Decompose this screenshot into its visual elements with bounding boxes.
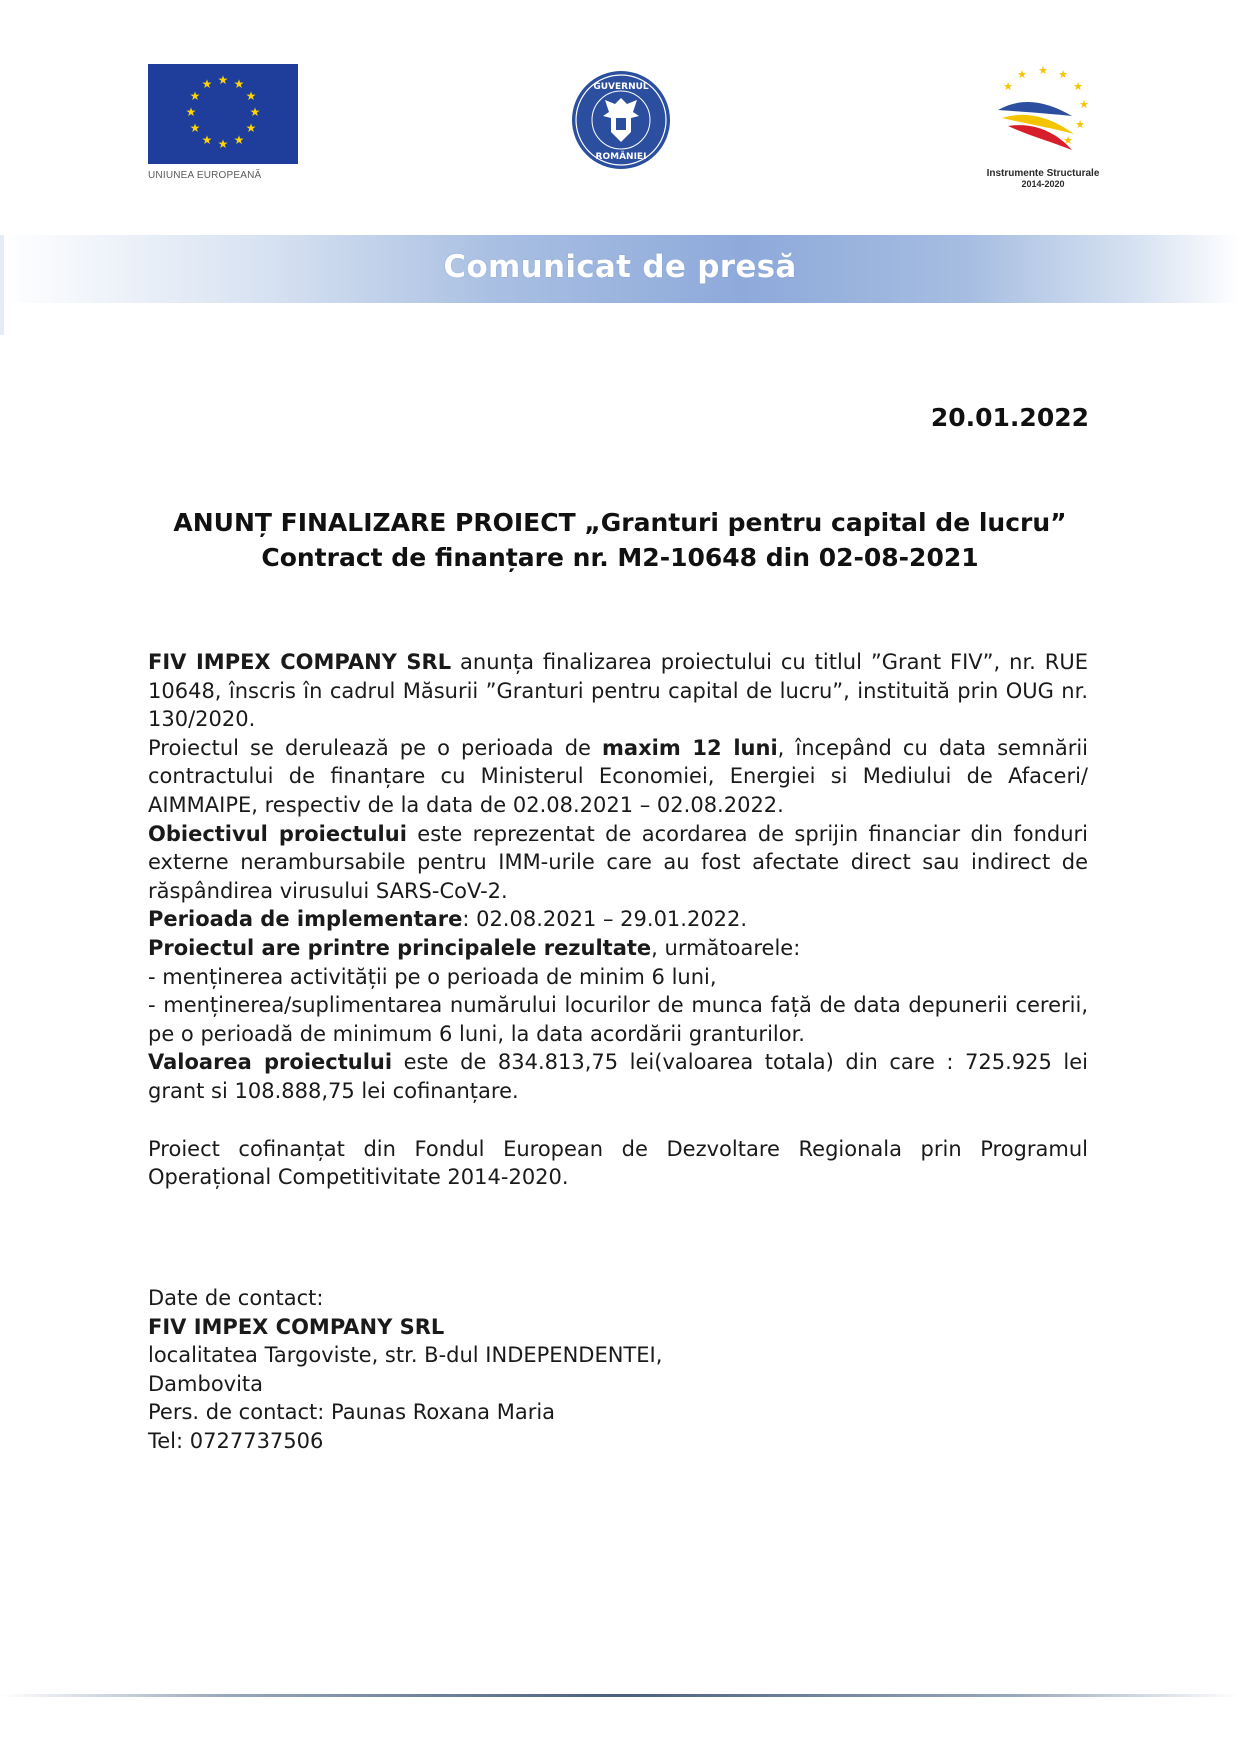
svg-text:★: ★ xyxy=(233,133,245,147)
result-item-1: - menținerea activității pe o perioada de minim 6 luni, xyxy=(148,964,717,989)
period-label: Perioada de implementare xyxy=(148,907,463,932)
svg-text:★: ★ xyxy=(1075,118,1085,131)
banner-edge xyxy=(0,235,4,335)
structural-instruments-icon xyxy=(968,62,1118,162)
svg-text:★: ★ xyxy=(245,89,257,103)
government-seal-icon xyxy=(571,70,671,170)
paragraph-duration xyxy=(148,734,1088,820)
government-seal xyxy=(571,70,671,170)
duration-bold: maxim 12 luni xyxy=(602,735,778,760)
value-text: este de 834.813,75 lei(valoarea totala) din care : 725.925 lei grant si 108.888,75 lei cofinanțare. xyxy=(148,1050,1088,1103)
results-label: Proiectul are printre principalele rezultate xyxy=(148,935,652,960)
svg-text:★: ★ xyxy=(201,77,213,91)
paragraph-value xyxy=(148,1048,1088,1105)
svg-text:★: ★ xyxy=(1017,68,1027,81)
objective-label: Obiectivul proiectului xyxy=(148,821,407,846)
announcement-body xyxy=(148,648,1088,1192)
structural-instruments-caption: Instrumente Structurale xyxy=(986,168,1100,179)
intro-text: anunța finalizarea proiectului cu titlul ”Grant FIV”, nr. RUE 10648, înscris în cadrul Măsurii ”Granturi pentru capital de lucru”, instituită prin OUG nr. 130/2020. xyxy=(148,650,1088,732)
contact-address: localitatea Targoviste, str. B-dul INDEPENDENTEI, xyxy=(148,1343,663,1368)
paragraph-intro xyxy=(148,648,1088,734)
svg-text:★: ★ xyxy=(1038,64,1048,77)
title-line-2: Contract de finanțare nr. M2-10648 din 02-08-2021 xyxy=(261,543,979,572)
svg-text:★: ★ xyxy=(201,133,213,147)
svg-text:★: ★ xyxy=(189,121,201,135)
period-text: : 02.08.2021 – 29.01.2022. xyxy=(462,907,748,932)
release-date: 20.01.2022 xyxy=(930,403,1089,432)
svg-text:★: ★ xyxy=(233,77,245,91)
paragraph-period xyxy=(148,905,1088,934)
title-line-1: ANUNȚ FINALIZARE PROIECT „Granturi pentru capital de lucru” xyxy=(173,508,1067,537)
press-release-banner xyxy=(0,235,1240,303)
svg-text:★: ★ xyxy=(1063,134,1073,147)
contact-phone: Tel: 0727737506 xyxy=(148,1428,324,1453)
eu-logo xyxy=(148,64,298,181)
svg-text:★: ★ xyxy=(1003,80,1013,93)
value-label: Valoarea proiectului xyxy=(148,1050,393,1075)
contact-person: Pers. de contact: Paunas Roxana Maria xyxy=(148,1400,556,1425)
svg-text:★: ★ xyxy=(245,121,257,135)
svg-text:★: ★ xyxy=(217,73,229,87)
duration-text-pre: Proiectul se derulează pe o perioada de xyxy=(148,735,603,760)
svg-text:★: ★ xyxy=(249,105,261,119)
paragraph-results xyxy=(148,934,1088,963)
svg-text:★: ★ xyxy=(1058,68,1068,81)
svg-text:★: ★ xyxy=(185,105,197,119)
duration-text-post: , începând cu data semnării contractului de finanțare cu Ministerul Economiei, Energiei si Mediului de Afaceri/ AIMMAIPE, respectiv de la data de 02.08.2021 – 02.08.2022. xyxy=(148,735,1088,817)
contact-county: Dambovita xyxy=(148,1371,264,1396)
svg-text:GUVERNUL: GUVERNUL xyxy=(593,82,649,92)
svg-text:★: ★ xyxy=(217,137,229,151)
objective-text: este reprezentat de acordarea de sprijin financiar din fonduri externe nerambursabile pentru IMM-urile care au fost afectate direct sau indirect de răspândirea virusului SARS-CoV-2. xyxy=(148,821,1088,903)
contact-company: FIV IMPEX COMPANY SRL xyxy=(148,1314,445,1339)
footer-divider xyxy=(0,1694,1240,1697)
banner-title: Comunicat de presă xyxy=(443,249,797,285)
eu-caption: UNIUNEA EUROPEANĂ xyxy=(148,170,262,181)
eu-flag-icon xyxy=(148,64,298,164)
svg-text:★: ★ xyxy=(1073,80,1083,93)
paragraph-cofinancing: Proiect cofinanțat din Fondul European de Dezvoltare Regionala prin Programul Operațional Competitivitate 2014-2020. xyxy=(148,1136,1088,1190)
structural-instruments-logo xyxy=(968,62,1118,189)
contact-heading: Date de contact: xyxy=(148,1286,324,1310)
paragraph-objective xyxy=(148,820,1088,906)
contact-block xyxy=(148,1284,662,1456)
results-text: , următoarele: xyxy=(651,935,801,960)
svg-text:★: ★ xyxy=(1079,98,1089,111)
announcement-title xyxy=(0,505,1240,575)
svg-text:★: ★ xyxy=(189,89,201,103)
result-item-2: - menținerea/suplimentarea numărului locurilor de munca față de data depunerii cererii, pe o perioadă de minimum 6 luni, la data acordării granturilor. xyxy=(148,993,1088,1046)
company-name: FIV IMPEX COMPANY SRL xyxy=(148,650,452,674)
structural-instruments-years: 2014-2020 xyxy=(1021,179,1065,189)
svg-text:ROMÂNIEI: ROMÂNIEI xyxy=(595,152,647,162)
